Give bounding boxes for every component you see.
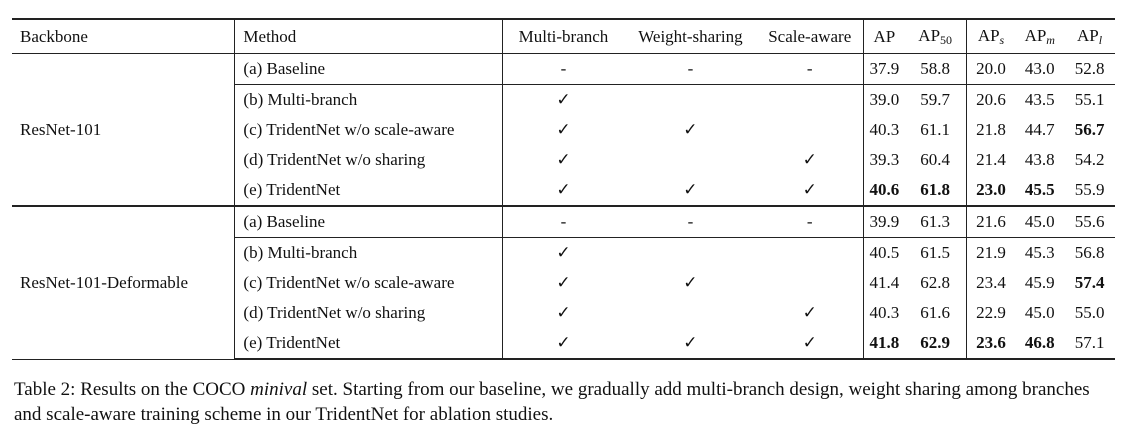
scale-aware-cell: - [756, 54, 863, 85]
multi-branch-cell: ✓ [502, 328, 624, 359]
scale-aware-cell: ✓ [802, 303, 817, 322]
apm-cell-best: 45.5 [1015, 175, 1064, 206]
weight-sharing-cell: ✓ [624, 328, 756, 359]
apl-cell: 56.8 [1074, 243, 1105, 262]
aps-cell: 20.6 [966, 85, 1015, 116]
multi-branch-cell: ✓ [502, 238, 624, 269]
ap50-cell: 61.3 [905, 206, 966, 238]
ap50-cell-best: 61.8 [905, 175, 966, 206]
scale-aware-cell: ✓ [756, 175, 863, 206]
caption-suffix: set. Starting from our baseline, we gradually add multi-branch design, weight sharing among branches and scale-aware training scheme in our TridentNet for ablation studies. [14, 379, 1090, 425]
header-apl: $AP_l$ [1064, 19, 1115, 54]
method-cell: (c) TridentNet w/o scale-aware [235, 268, 502, 298]
apl-cell: 54.2 [1074, 150, 1105, 169]
ap50-cell: 61.1 [920, 120, 951, 139]
method-cell: (b) Multi-branch [235, 85, 502, 116]
multi-branch-cell: ✓ [502, 175, 624, 206]
aps-cell: 21.8 [966, 115, 1015, 145]
scale-aware-cell: - [756, 206, 863, 238]
ap-cell: 40.5 [864, 238, 905, 269]
ap-cell-best: 40.6 [864, 175, 905, 206]
apm-cell: 43.8 [1024, 150, 1055, 169]
ap50-cell: 61.5 [920, 243, 951, 262]
table-row [12, 54, 1115, 85]
aps-cell: 20.0 [966, 54, 1015, 85]
ap50-cell: 59.7 [920, 90, 951, 109]
header-weight-sharing: Weight-sharing [624, 19, 756, 54]
header-ap: AP [864, 19, 905, 54]
ap50-cell-best: 62.9 [905, 328, 966, 359]
weight-sharing-cell [624, 238, 756, 269]
ap-cell: 40.3 [864, 298, 905, 328]
ap50-cell: 62.8 [920, 273, 951, 292]
header-method: Method [235, 19, 502, 54]
ap-cell: 41.4 [864, 268, 905, 298]
apl-cell: 55.0 [1074, 303, 1105, 322]
scale-aware-cell [756, 115, 863, 145]
multi-branch-cell: ✓ [502, 298, 624, 328]
aps-cell: 21.4 [966, 145, 1015, 175]
method-cell: (a) Baseline [235, 54, 502, 85]
scale-aware-cell: ✓ [802, 150, 817, 169]
backbone-label: ResNet-101 [12, 54, 235, 207]
ap-cell: 39.9 [864, 206, 905, 238]
aps-cell: 23.4 [966, 268, 1015, 298]
ap-cell: 39.0 [864, 85, 905, 116]
header-row [12, 19, 1115, 54]
results-table [12, 18, 1115, 360]
ap-cell: 40.3 [864, 115, 905, 145]
method-cell: (d) TridentNet w/o sharing [235, 298, 502, 328]
weight-sharing-cell [624, 298, 756, 328]
caption-emphasis: minival [250, 379, 308, 400]
table-row [12, 206, 1115, 238]
multi-branch-cell: ✓ [502, 145, 624, 175]
header-backbone: Backbone [12, 19, 235, 54]
ap50-cell: 58.8 [905, 54, 966, 85]
ap50-cell: 60.4 [920, 150, 951, 169]
method-cell: (e) TridentNet [235, 175, 502, 206]
weight-sharing-cell: - [624, 54, 756, 85]
header-multi-branch: Multi-branch [502, 19, 624, 54]
scale-aware-cell [756, 268, 863, 298]
backbone-label: ResNet-101-Deformable [12, 206, 235, 359]
multi-branch-cell: ✓ [502, 268, 624, 298]
scale-aware-cell: ✓ [756, 328, 863, 359]
scale-aware-cell [756, 238, 863, 269]
aps-cell-best: 23.0 [966, 175, 1015, 206]
apl-cell-best: 57.4 [1074, 273, 1105, 292]
apm-cell: 43.5 [1024, 90, 1055, 109]
apl-cell: 57.1 [1064, 328, 1115, 359]
method-cell: (a) Baseline [235, 206, 502, 238]
aps-cell-best: 23.6 [966, 328, 1015, 359]
weight-sharing-cell [624, 85, 756, 116]
header-apm: $AP_m$ [1015, 19, 1064, 54]
ap-cell: 39.3 [864, 145, 905, 175]
weight-sharing-cell: ✓ [624, 175, 756, 206]
apm-cell: 45.9 [1024, 273, 1055, 292]
apm-cell: 45.0 [1015, 206, 1064, 238]
ap-cell-best: 41.8 [864, 328, 905, 359]
apl-cell: 52.8 [1064, 54, 1115, 85]
scale-aware-cell [756, 85, 863, 116]
weight-sharing-cell: ✓ [683, 120, 698, 139]
header-aps: $AP_s$ [966, 19, 1015, 54]
apl-cell: 55.1 [1074, 90, 1105, 109]
multi-branch-cell: ✓ [502, 85, 624, 116]
ap-cell: 37.9 [864, 54, 905, 85]
ap50-cell: 61.6 [920, 303, 951, 322]
apm-cell: 45.0 [1024, 303, 1055, 322]
weight-sharing-cell: - [624, 206, 756, 238]
apm-cell-best: 46.8 [1015, 328, 1064, 359]
caption-prefix: Table 2: Results on the COCO [14, 379, 251, 400]
header-scale-aware: Scale-aware [756, 19, 863, 54]
multi-branch-cell: - [502, 206, 624, 238]
weight-sharing-cell [624, 145, 756, 175]
aps-cell: 21.9 [966, 238, 1015, 269]
apl-cell: 55.9 [1064, 175, 1115, 206]
apm-cell: 44.7 [1024, 120, 1055, 139]
apl-cell-best: 56.7 [1074, 120, 1105, 139]
apm-cell: 45.3 [1024, 243, 1055, 262]
method-cell: (e) TridentNet [235, 328, 502, 359]
method-cell: (d) TridentNet w/o sharing [235, 145, 502, 175]
apl-cell: 55.6 [1064, 206, 1115, 238]
multi-branch-cell: - [502, 54, 624, 85]
header-ap50: $AP_{50}$ [905, 19, 966, 54]
method-cell: (c) TridentNet w/o scale-aware [235, 115, 502, 145]
weight-sharing-cell: ✓ [683, 273, 698, 292]
method-cell: (b) Multi-branch [235, 238, 502, 269]
apm-cell: 43.0 [1015, 54, 1064, 85]
multi-branch-cell: ✓ [502, 115, 624, 145]
table-caption [14, 377, 1114, 427]
aps-cell: 21.6 [966, 206, 1015, 238]
aps-cell: 22.9 [966, 298, 1015, 328]
